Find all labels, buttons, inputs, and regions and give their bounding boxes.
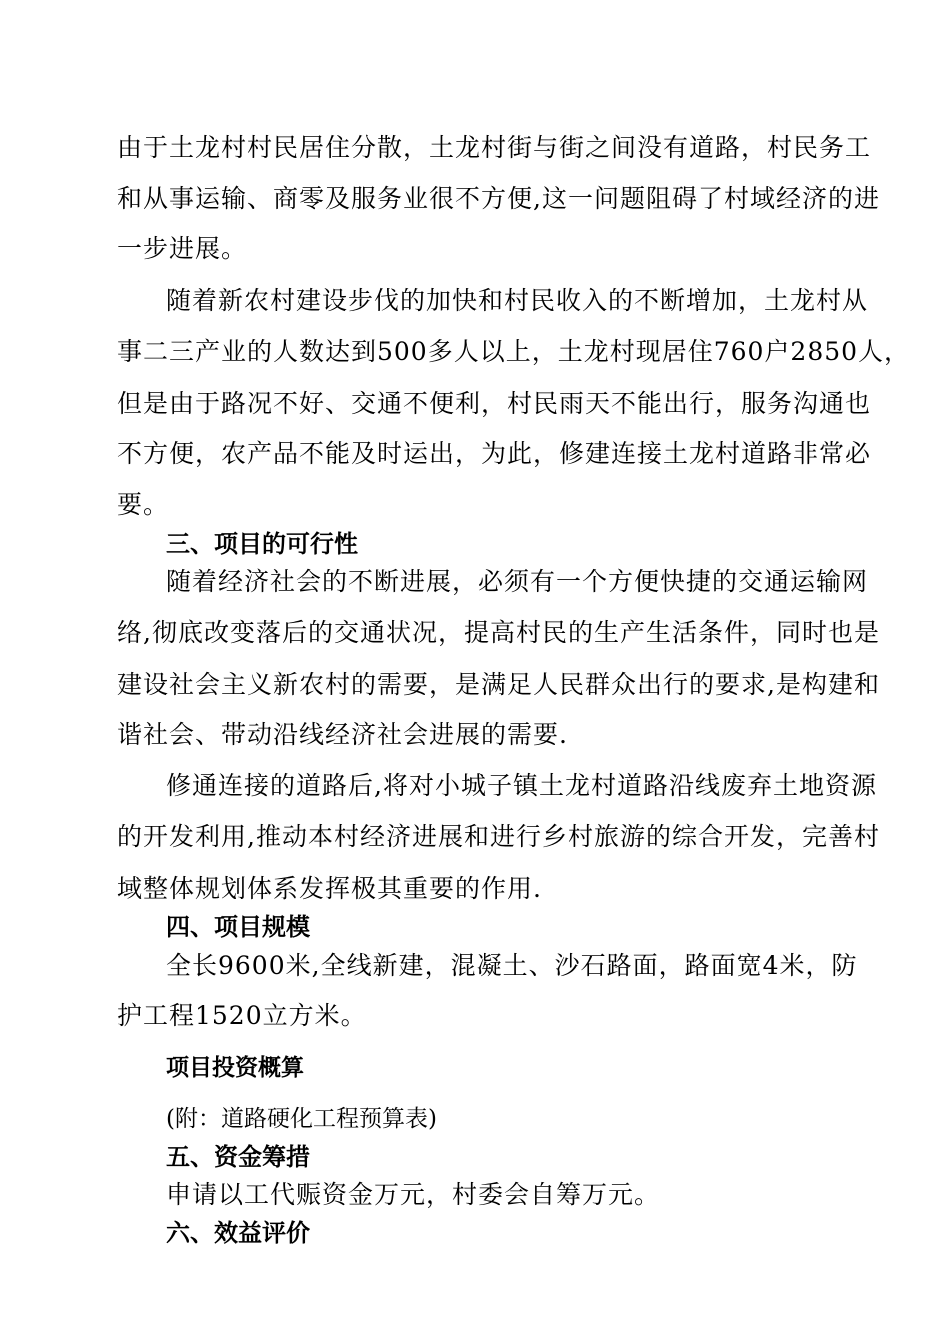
paragraph-line: 建设社会主义新农村的需要，是满足人民群众出行的要求,是构建和 — [117, 670, 880, 699]
paragraph-line: 全长9600米,全线新建，混凝土、沙石路面，路面宽4米，防 — [166, 951, 858, 980]
paragraph-line: 但是由于路况不好、交通不便利，村民雨天不能出行，服务沟通也 — [117, 389, 872, 418]
section-heading: 四、项目规模 — [166, 913, 310, 941]
paragraph-line: 要。 — [117, 490, 170, 519]
paragraph-line: 护工程1520立方米。 — [117, 1001, 367, 1030]
paragraph-line: 申请以工代赈资金万元，村委会自筹万元。 — [166, 1180, 661, 1209]
paragraph-line: 和从事运输、商零及服务业很不方便,这一问题阻碍了村域经济的进 — [117, 184, 880, 213]
section-heading: 五、资金筹措 — [166, 1143, 310, 1171]
paragraph-line: 事二三产业的人数达到500多人以上，土龙村现居住760户2850人， — [117, 337, 911, 366]
paragraph-line: 由于土龙村村民居住分散，土龙村街与街之间没有道路，村民务工 — [117, 133, 872, 162]
section-heading: 三、项目的可行性 — [166, 530, 358, 558]
paragraph-line: 不方便，农产品不能及时运出，为此，修建连接土龙村道路非常必 — [117, 439, 872, 468]
paragraph-line: 域整体规划体系发挥极其重要的作用. — [117, 874, 542, 903]
paragraph-line: 一步进展。 — [117, 234, 248, 263]
paragraph-line: 随着新农村建设步伐的加快和村民收入的不断增加，土龙村从 — [166, 286, 869, 315]
paragraph-line: 的开发利用,推动本村经济进展和进行乡村旅游的综合开发，完善村 — [117, 822, 880, 851]
section-heading: 六、效益评价 — [166, 1219, 310, 1247]
paragraph-line: 修通连接的道路后,将对小城子镇土龙村道路沿线废弃土地资源 — [166, 771, 877, 800]
paragraph-line: 络,彻底改变落后的交通状况，提高村民的生产生活条件，同时也是 — [117, 618, 880, 647]
paragraph-line: 谐社会、带动沿线经济社会进展的需要. — [117, 720, 568, 749]
attachment-note: (附：道路硬化工程预算表) — [166, 1106, 437, 1132]
investment-subheading: 项目投资概算 — [166, 1055, 304, 1081]
paragraph-line: 随着经济社会的不断进展，必须有一个方便快捷的交通运输网 — [166, 567, 869, 596]
